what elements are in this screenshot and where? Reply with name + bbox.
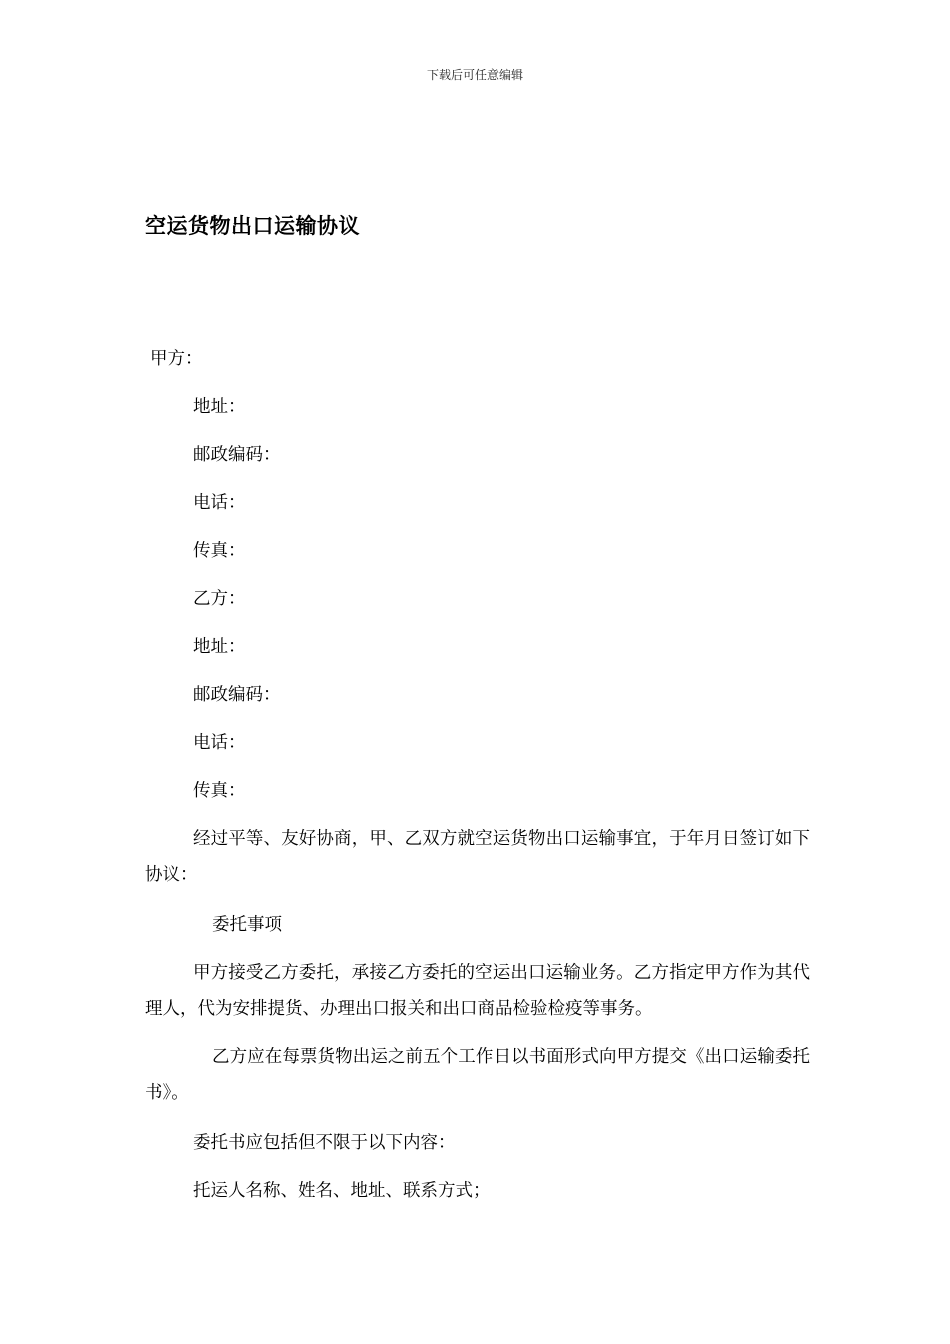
party-a-postcode: 邮政编码： <box>193 445 281 465</box>
party-b-postcode: 邮政编码： <box>193 685 281 705</box>
party-a-phone: 电话： <box>193 493 246 513</box>
intro-paragraph: 经过平等、友好协商，甲、乙双方就空运货物出口运输事宜，于年月日签订如下协议： <box>145 829 810 885</box>
party-b-fax: 传真： <box>193 781 246 801</box>
party-b-label: 乙方： <box>193 589 246 609</box>
party-a-label: 甲方： <box>150 349 203 369</box>
section-heading-entrustment: 委托事项 <box>212 915 282 935</box>
party-b-phone: 电话： <box>193 733 246 753</box>
page-header: 下载后可任意编辑 <box>426 68 523 82</box>
party-b-address: 地址： <box>193 637 246 657</box>
paragraph-entrustment-letter: 乙方应在每票货物出运之前五个工作日以书面形式向甲方提交《出口运输委托书》。 <box>145 1047 810 1103</box>
paragraph-letter-contents: 委托书应包括但不限于以下内容： <box>193 1133 456 1153</box>
party-a-fax: 传真： <box>193 541 246 561</box>
party-a-address: 地址： <box>193 397 246 417</box>
paragraph-entrustment-scope: 甲方接受乙方委托，承接乙方委托的空运出口运输业务。乙方指定甲方作为其代理人，代为安排提货、办理出口报关和出口商品检验检疫等事务。 <box>145 963 810 1019</box>
document-title: 空运货物出口运输协议 <box>145 214 360 238</box>
paragraph-shipper-info: 托运人名称、姓名、地址、联系方式； <box>193 1181 491 1201</box>
